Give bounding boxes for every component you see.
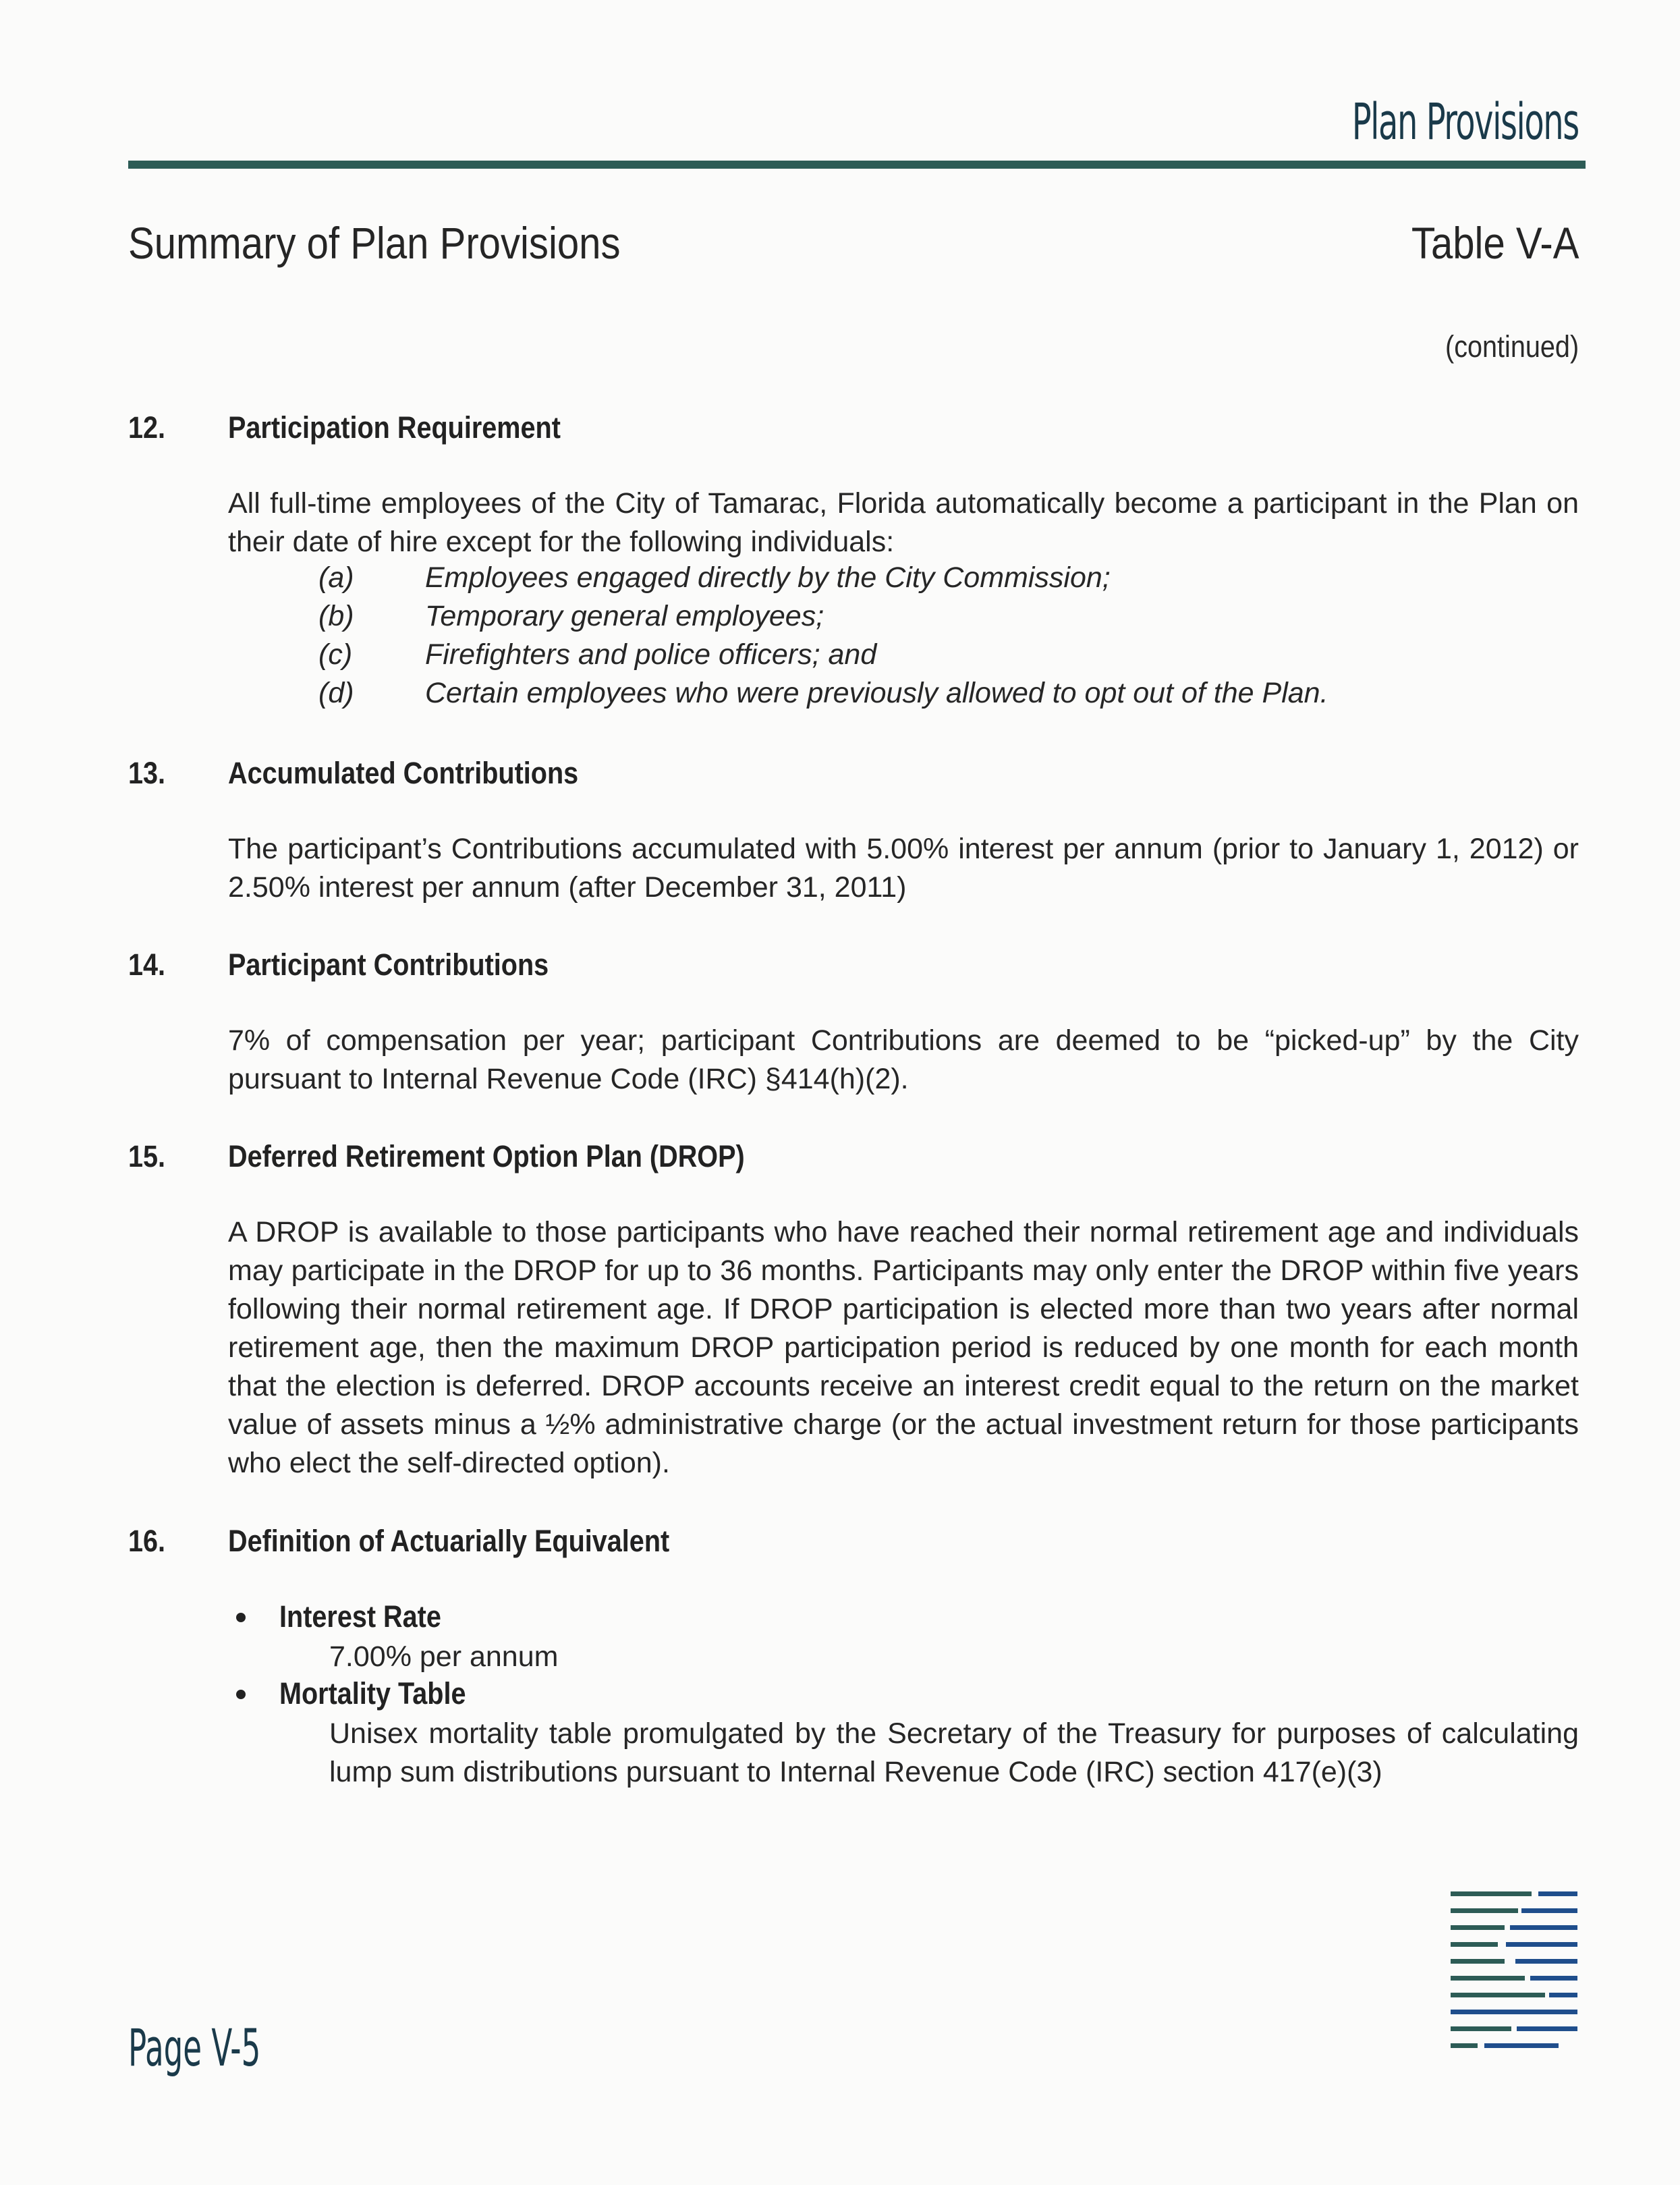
section-heading [128, 1139, 1579, 1180]
header-rule [128, 161, 1586, 169]
page-title: Summary of Plan Provisions [128, 218, 621, 268]
section-drop [128, 1139, 1579, 1479]
section-heading [128, 756, 1579, 796]
bullet-title: Mortality Table [279, 1676, 466, 1711]
section-title: Participant Contributions [228, 947, 549, 982]
section-body: 7% of compensation per year; participant Contributions are deemed to be “picked-up” by the City pursuant to Internal Revenue Code (IRC) §414(h)(2). [228, 1024, 1579, 1095]
section-number: 12. [128, 410, 166, 445]
bullet-text: 7.00% per annum [329, 1640, 559, 1673]
section-participant-contributions [128, 947, 1579, 1095]
section-number: 15. [128, 1139, 166, 1173]
section-label: Plan Provisions [1351, 93, 1579, 151]
list-item-text: Firefighters and police officers; and [425, 638, 877, 671]
table-id: Table V-A [1411, 218, 1579, 268]
section-body: All full-time employees of the City of Tamarac, Florida automatically become a participant in the Plan on their date of hire except for the following individuals: [228, 487, 1579, 558]
section-body: A DROP is available to those participants who have reached their normal retirement age and individuals may participate in the DROP for up to 36 months. Participants may only enter the DROP within five years following their normal retirement age. If DROP participation is elected more than two years after normal retirement age, then the maximum DROP participation period is reduced by one month for each month that the election is deferred. DROP accounts receive an interest credit equal to the return on the market value of assets minus a ½% administrative charge (or the actual investment return for those participants who elect the self-directed option). [228, 1216, 1579, 1479]
section-title: Deferred Retirement Option Plan (DROP) [228, 1139, 745, 1173]
section-number: 16. [128, 1524, 166, 1558]
section-number: 13. [128, 756, 166, 790]
list-item-text: Temporary general employees; [425, 600, 824, 632]
section-title: Definition of Actuarially Equivalent [228, 1524, 670, 1558]
list-item-text: Employees engaged directly by the City Commission; [425, 561, 1111, 594]
section-participation-requirement [128, 410, 1579, 709]
section-number: 14. [128, 947, 166, 982]
list-item-label: (b) [318, 600, 354, 632]
bullet-list [128, 1599, 1579, 1792]
list-item-text: Certain employees who were previously allowed to opt out of the Plan. [425, 677, 1328, 709]
section-actuarial-equivalent [128, 1524, 1579, 1788]
bullet-title: Interest Rate [279, 1599, 441, 1634]
section-accumulated-contributions [128, 756, 1579, 904]
bullet-icon [236, 1690, 246, 1699]
section-title: Participation Requirement [228, 410, 561, 445]
list-item-label: (d) [318, 677, 354, 709]
page-number: Page V-5 [128, 2018, 261, 2078]
section-heading [128, 1524, 1579, 1564]
striped-s-logo-icon [1451, 1886, 1579, 2055]
continued-label: (continued) [1445, 329, 1579, 364]
section-title: Accumulated Contributions [228, 756, 579, 790]
list-item-label: (c) [318, 638, 353, 671]
section-body: The participant’s Contributions accumulated with 5.00% interest per annum (prior to January 1, 2012) or 2.50% interest per annum (after December 31, 2011) [228, 833, 1579, 904]
list-item-label: (a) [318, 561, 354, 594]
bullet-item-title-row [128, 1599, 1579, 1638]
bullet-text: Unisex mortality table promulgated by the Secretary of the Treasury for purposes of calculating lump sum distributions pursuant to Internal Revenue Code (IRC) section 417(e)(3) [329, 1717, 1579, 1788]
bullet-item-title-row [128, 1676, 1579, 1715]
section-heading [128, 410, 1579, 451]
bullet-icon [236, 1613, 246, 1622]
section-heading [128, 947, 1579, 988]
